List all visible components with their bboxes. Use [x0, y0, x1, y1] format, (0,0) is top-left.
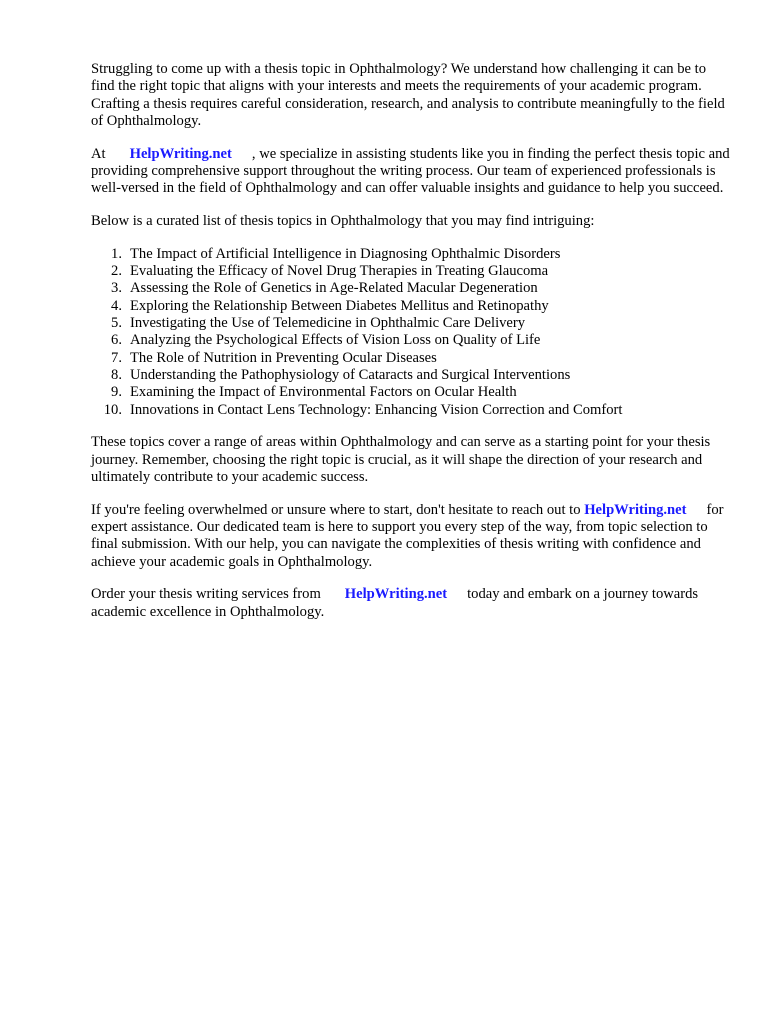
list-item — [91, 263, 731, 280]
helpwriting-link[interactable]: HelpWriting.net — [129, 145, 232, 162]
reach-out-lead-text: If you're feeling overwhelmed or unsure where to start, don't hesitate to reach out to — [91, 501, 581, 518]
list-item-number: 7. — [111, 349, 122, 366]
list-item — [91, 402, 731, 419]
helpwriting-link[interactable]: HelpWriting.net — [344, 586, 448, 603]
list-item-text: Assessing the Role of Genetics in Age-Related Macular Degeneration — [130, 280, 538, 297]
list-item-text: Examining the Impact of Environmental Factors on Ocular Health — [130, 384, 517, 401]
list-item — [91, 384, 731, 401]
list-item-text: The Role of Nutrition in Preventing Ocular Diseases — [130, 349, 437, 366]
document-body — [91, 61, 731, 637]
list-item-number: 3. — [111, 280, 122, 297]
specialize-paragraph — [91, 146, 731, 198]
list-item-text: Investigating the Use of Telemedicine in Ophthalmic Care Delivery — [130, 315, 526, 332]
list-item — [91, 315, 731, 332]
list-item-number: 4. — [111, 297, 122, 314]
list-item-number: 5. — [111, 315, 122, 332]
intro-paragraph: Struggling to come up with a thesis topic in Ophthalmology? We understand how challenging it can be to find the right topic that aligns with your interests and meets the requirements of your academic program. Crafting a thesis requires careful consideration, research, and analysis to contribute meaningfully to the field of Ophthalmology. — [91, 61, 725, 129]
order-paragraph — [91, 586, 731, 621]
reach-out-paragraph — [91, 502, 731, 571]
list-item-number: 8. — [111, 366, 122, 383]
list-item — [91, 350, 731, 367]
list-intro-paragraph: Below is a curated list of thesis topics in Ophthalmology that you may find intriguing: — [91, 213, 595, 230]
list-item-text: Understanding the Pathophysiology of Cataracts and Surgical Interventions — [130, 366, 571, 383]
list-item-text: The Impact of Artificial Intelligence in Diagnosing Ophthalmic Disorders — [130, 245, 561, 262]
list-item-number: 1. — [111, 245, 122, 262]
topics-summary-paragraph: These topics cover a range of areas within Ophthalmology and can serve as a starting point for your thesis journey. Remember, choosing the right topic is crucial, as it will shape the direction of your research and ultimately contribute to your academic success. — [91, 434, 711, 485]
list-item-number: 2. — [111, 263, 122, 280]
list-item — [91, 367, 731, 384]
list-item-text: Evaluating the Efficacy of Novel Drug Therapies in Treating Glaucoma — [130, 263, 549, 280]
order-lead-text: Order your thesis writing services from — [91, 586, 321, 603]
reach-out-body-text: for expert assistance. Our dedicated team is here to support you every step of the way, from topic selection to final submission. With our help, you can navigate the complexities of thesis writing with confidence and achieve your academic goals in Ophthalmology. — [91, 501, 724, 570]
list-item — [91, 280, 731, 297]
list-item-number: 9. — [111, 384, 122, 401]
thesis-topic-list — [91, 246, 731, 419]
list-item — [91, 332, 731, 349]
specialize-body-text: , we specialize in assisting students like you in finding the perfect thesis topic and providing comprehensive support throughout the writing process. Our team of experienced professionals is well-versed in the field of Ophthalmology and can offer valuable insights and guidance to help you succeed. — [91, 145, 730, 197]
list-item-text: Innovations in Contact Lens Technology: Enhancing Vision Correction and Comfort — [130, 401, 623, 418]
order-body-text: today and embark on a journey towards academic excellence in Ophthalmology. — [91, 586, 699, 620]
helpwriting-link[interactable]: HelpWriting.net — [584, 501, 687, 518]
list-item — [91, 246, 731, 263]
list-item — [91, 298, 731, 315]
list-item-number: 6. — [111, 332, 122, 349]
list-item-number: 10. — [103, 401, 122, 418]
specialize-lead-text: At — [91, 145, 106, 162]
list-item-text: Analyzing the Psychological Effects of Vision Loss on Quality of Life — [130, 332, 541, 349]
list-item-text: Exploring the Relationship Between Diabetes Mellitus and Retinopathy — [130, 297, 549, 314]
